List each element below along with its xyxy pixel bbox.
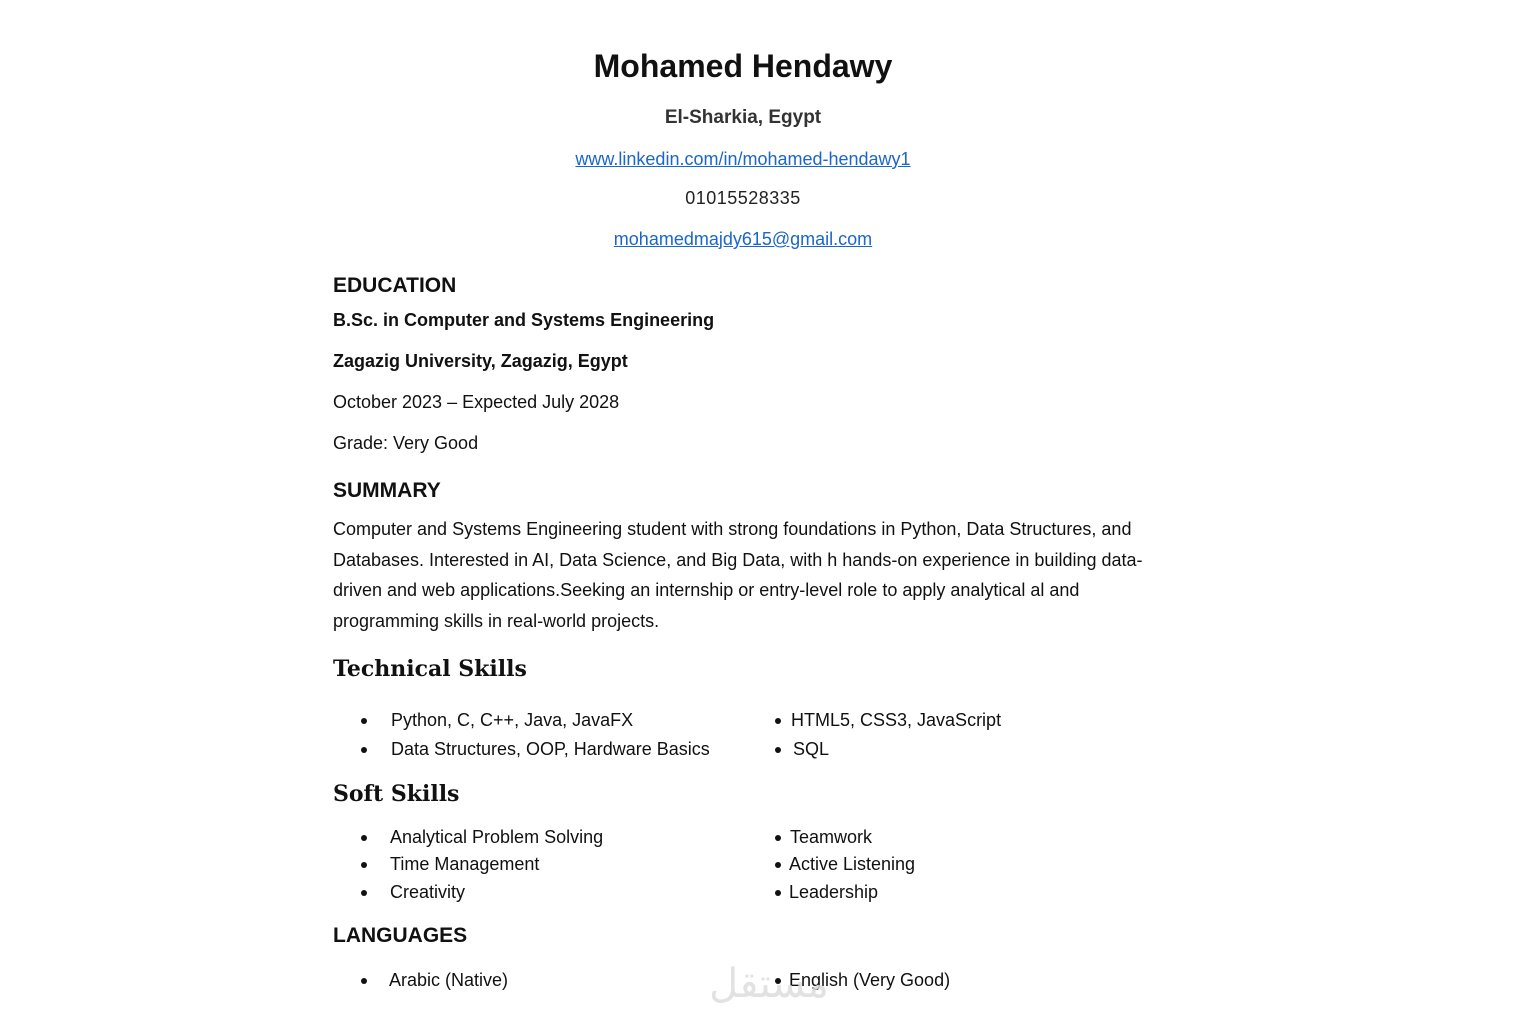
technical-skills-heading: Technical Skills <box>333 656 527 682</box>
bullet-icon <box>361 835 367 841</box>
list-item: Data Structures, OOP, Hardware Basics <box>361 739 710 760</box>
summary-text: Computer and Systems Engineering student with strong foundations in Python, Data Structures, and Databases. Interested in AI, Data Science, and Big Data, with h hands-on experience in building data-driven and web applications.Seeking an internship or entry-level role to apply analytical al and programming skills in real-world projects. <box>333 519 1143 631</box>
phone-number: 01015528335 <box>685 188 801 208</box>
list-item: Python, C, C++, Java, JavaFX <box>361 710 633 731</box>
list-item: English (Very Good) <box>775 970 950 991</box>
bullet-icon <box>775 862 781 868</box>
list-item: Teamwork <box>775 827 872 848</box>
list-item: SQL <box>775 739 829 760</box>
list-item: Analytical Problem Solving <box>361 827 603 848</box>
list-item: Creativity <box>361 882 465 903</box>
bullet-icon <box>775 890 781 896</box>
education-dates: October 2023 – Expected July 2028 <box>333 392 620 412</box>
education-grade: Grade: Very Good <box>333 433 479 453</box>
bullet-icon <box>361 862 367 868</box>
bullet-icon <box>775 835 781 841</box>
education-heading: EDUCATION <box>333 274 457 297</box>
linkedin-row <box>0 149 1486 170</box>
location: El-Sharkia, Egypt <box>664 107 822 128</box>
list-item: Active Listening <box>775 854 915 875</box>
resume-name: Mohamed Hendawy <box>593 48 893 84</box>
list-item: Arabic (Native) <box>361 970 508 991</box>
list-item: Leadership <box>775 882 878 903</box>
bullet-icon <box>775 718 781 724</box>
soft-skills-heading: Soft Skills <box>333 781 460 807</box>
list-item: Time Management <box>361 854 539 875</box>
bullet-icon <box>361 978 367 984</box>
education-university: Zagazig University, Zagazig, Egypt <box>333 351 628 371</box>
email-row <box>0 229 1486 250</box>
linkedin-link[interactable]: www.linkedin.com/in/mohamed-hendawy1 <box>575 149 911 169</box>
languages-heading: LANGUAGES <box>333 924 468 947</box>
bullet-icon <box>361 890 367 896</box>
list-item: HTML5, CSS3, JavaScript <box>775 710 1001 731</box>
email-link[interactable]: mohamedmajdy615@gmail.com <box>613 229 873 249</box>
watermark-logo: مستقل <box>709 961 829 1007</box>
bullet-icon <box>775 747 781 753</box>
education-degree: B.Sc. in Computer and Systems Engineering <box>333 310 715 330</box>
bullet-icon <box>361 747 367 753</box>
summary-heading: SUMMARY <box>333 479 441 502</box>
bullet-icon <box>361 718 367 724</box>
